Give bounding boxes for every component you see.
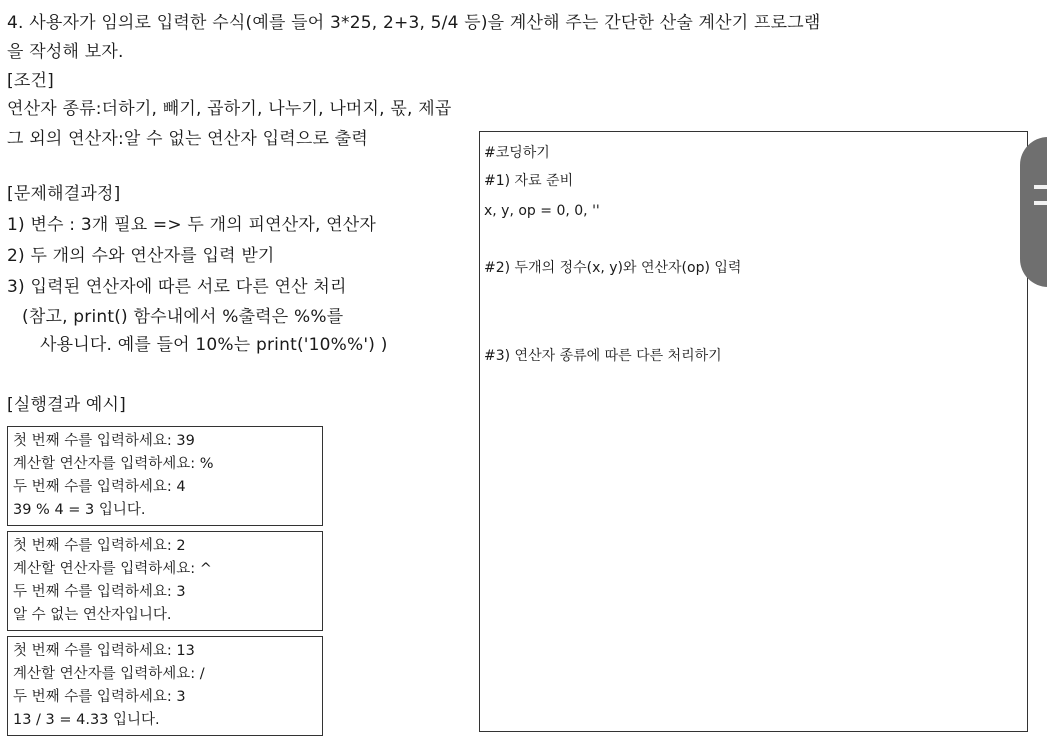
process-item: 2) 두 개의 수와 연산자를 입력 받기 (7, 246, 275, 266)
examples-header: [실행결과 예시] (7, 395, 127, 415)
example-line: 39 % 4 = 3 입니다. (13, 502, 146, 518)
example-line: 계산할 연산자를 입력하세요: / (13, 666, 205, 682)
menu-icon (1034, 185, 1047, 189)
code-line: x, y, op = 0, 0, '' (484, 203, 600, 219)
example-line: 13 / 3 = 4.33 입니다. (13, 712, 160, 728)
example-result-box (7, 426, 323, 526)
code-line: #코딩하기 (484, 145, 550, 161)
example-line: 알 수 없는 연산자입니다. (13, 607, 172, 623)
example-line: 첫 번째 수를 입력하세요: 39 (13, 433, 195, 449)
code-line: #3) 연산자 종류에 따른 다른 처리하기 (484, 348, 722, 364)
example-line: 두 번째 수를 입력하세요: 4 (13, 479, 186, 495)
example-line: 첫 번째 수를 입력하세요: 2 (13, 538, 186, 554)
problem-title-line-1: 4. 사용자가 임의로 입력한 수식(예를 들어 3*25, 2+3, 5/4 등)을 계산해 주는 간단한 산술 계산기 프로그램 (7, 13, 821, 33)
side-tab[interactable] (1020, 137, 1047, 287)
code-line: #2) 두개의 정수(x, y)와 연산자(op) 입력 (484, 260, 742, 276)
code-line: #1) 자료 준비 (484, 173, 574, 189)
example-line: 두 번째 수를 입력하세요: 3 (13, 584, 186, 600)
example-result-box (7, 531, 323, 631)
process-item: 1) 변수 : 3개 필요 => 두 개의 피연산자, 연산자 (7, 215, 377, 235)
example-result-box (7, 636, 323, 736)
example-line: 계산할 연산자를 입력하세요: ^ (13, 561, 212, 577)
process-header: [문제해결과정] (7, 184, 121, 204)
conditions-header: [조건] (7, 71, 54, 91)
condition-item: 연산자 종류:더하기, 빼기, 곱하기, 나누기, 나머지, 몫, 제곱 (7, 99, 452, 119)
process-item: 3) 입력된 연산자에 따른 서로 다른 연산 처리 (7, 277, 347, 297)
process-note: 사용니다. 예를 들어 10%는 print('10%%') ) (40, 335, 388, 355)
condition-item: 그 외의 연산자:알 수 없는 연산자 입력으로 출력 (7, 129, 368, 149)
example-line: 첫 번째 수를 입력하세요: 13 (13, 643, 195, 659)
process-note: (참고, print() 함수내에서 %출력은 %%를 (22, 307, 344, 327)
problem-title-line-2: 을 작성해 보자. (7, 42, 124, 62)
example-line: 두 번째 수를 입력하세요: 3 (13, 689, 186, 705)
code-box (479, 131, 1028, 732)
example-line: 계산할 연산자를 입력하세요: % (13, 456, 214, 472)
